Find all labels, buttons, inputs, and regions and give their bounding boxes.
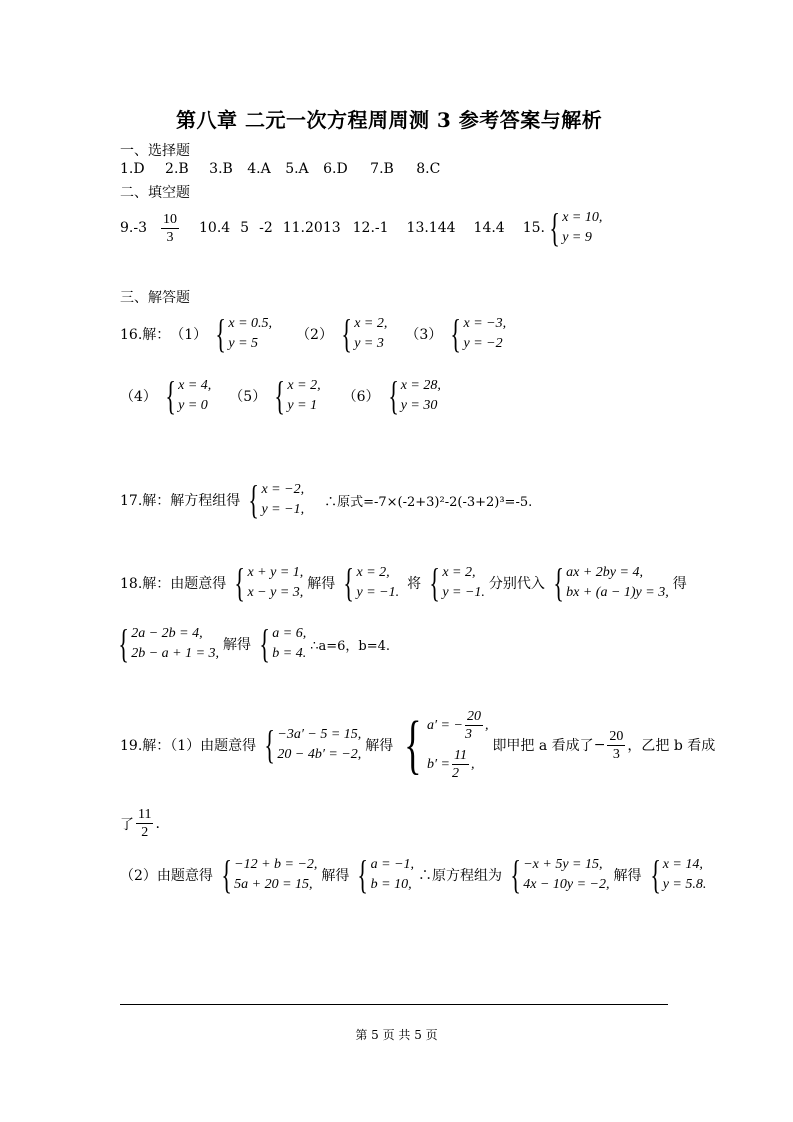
equation: y = 0 — [178, 398, 208, 413]
frac-num: 10 — [163, 211, 177, 227]
fraction — [465, 708, 483, 743]
part-tag: （4） — [120, 389, 157, 405]
equation: x − y = 3, — [247, 585, 304, 600]
section-fill-heading: 二、填空题 — [120, 185, 190, 201]
equation: y = −1. — [356, 585, 400, 600]
q18-text: 分别代入 — [488, 576, 545, 592]
q19-system-1 — [260, 722, 362, 767]
answer: 8.C — [416, 161, 441, 177]
brace-icon: { — [248, 477, 260, 522]
q18-system-5 — [114, 621, 220, 666]
q16-system-5 — [270, 373, 321, 418]
equation: −x + 5y = 15, — [523, 857, 603, 872]
choice-answers — [120, 161, 440, 177]
equation: 5a + 20 = 15, — [234, 877, 313, 892]
equation: 2b − a + 1 = 3, — [131, 646, 220, 661]
q16-system-6 — [384, 373, 441, 418]
q17-result: ∴原式=-7×(-2+3)²-2(-3+2)³=-5. — [324, 494, 533, 510]
q18-text: 得 — [672, 576, 687, 592]
frac-den: 2 — [451, 766, 459, 781]
q18-label: 18.解：由题意得 — [120, 576, 227, 592]
brace-icon: { — [274, 373, 286, 418]
eq-prefix: a′ = − — [426, 717, 463, 733]
equation: 20 − 4b′ = −2, — [277, 747, 362, 762]
eq-prefix: b′ = — [426, 756, 450, 772]
brace-icon: { — [404, 708, 422, 781]
brace-icon: { — [234, 560, 246, 605]
frac-num: 20 — [466, 709, 481, 724]
equation: b = 4. — [272, 646, 307, 661]
fraction — [136, 806, 153, 841]
equation: y = 30 — [400, 398, 438, 413]
frac-den: 3 — [166, 229, 174, 245]
q18-text: 解得 — [223, 637, 252, 653]
q18-system-6 — [255, 621, 307, 666]
equation: x = 0.5, — [228, 316, 273, 331]
brace-icon: { — [221, 852, 232, 897]
equation: 2a − 2b = 4, — [131, 626, 203, 641]
q16-system-4 — [161, 373, 212, 418]
equation: x = 2, — [356, 565, 390, 580]
brace-icon: { — [429, 560, 440, 605]
equation: y = 1 — [287, 398, 318, 413]
q19-system-2 — [397, 708, 488, 782]
part-tag: （6） — [342, 389, 380, 405]
equation: y = 5 — [228, 336, 259, 351]
equation: x = −3, — [463, 316, 507, 331]
equation: ax + 2by = 4, — [566, 565, 643, 580]
equation: y = −1, — [261, 502, 305, 517]
equation: y = 9 — [562, 230, 592, 245]
fill-item: 14.4 — [473, 220, 505, 236]
equation-b: b′ = $\frac{11}{2}$ , — [426, 748, 475, 781]
brace-icon: { — [118, 621, 129, 666]
brace-icon: { — [553, 560, 564, 605]
q19-text: ，乙把 b 看成 — [627, 738, 716, 754]
frac-den: 3 — [464, 727, 472, 742]
answer: 2.B — [165, 161, 189, 177]
equation-a: a′ = − $\frac{20}{3}$ , — [426, 709, 489, 742]
frac-num: 11 — [138, 807, 152, 822]
brace-icon: { — [357, 852, 369, 897]
q19-text: . — [155, 815, 160, 832]
q17-system — [244, 477, 305, 522]
fill-item: 12.-1 — [352, 220, 389, 236]
brace-icon: { — [264, 722, 276, 767]
footer-divider — [120, 1004, 668, 1005]
brace-icon: { — [510, 852, 521, 897]
equation: y = 5.8. — [662, 877, 707, 892]
q16-label: 16.解： — [120, 327, 171, 343]
brace-icon: { — [450, 311, 462, 356]
frac-den: 2 — [141, 825, 149, 840]
equation: x = −2, — [261, 482, 305, 497]
brace-icon: { — [215, 311, 227, 356]
q9-prefix: 9.-3 — [120, 220, 147, 236]
q19-text: 解得 — [321, 868, 350, 884]
answer: 4.A — [247, 161, 271, 177]
brace-icon: { — [341, 311, 352, 356]
q19-p2-system-3 — [506, 852, 610, 897]
q9-fraction — [161, 211, 179, 246]
equation: x = 28, — [400, 378, 441, 393]
q18-system-3 — [425, 560, 485, 605]
q15-system — [545, 205, 603, 250]
answer: 3.B — [209, 161, 233, 177]
answer: 7.B — [370, 161, 394, 177]
page-number: 第 5 页 共 5 页 — [355, 1028, 438, 1042]
q16-system-3 — [446, 311, 507, 356]
equation: x = 4, — [178, 378, 212, 393]
q18-text: 将 — [407, 576, 422, 592]
q19-label: 19.解：（1）由题意得 — [120, 738, 257, 754]
q18-text: 解得 — [307, 576, 336, 592]
brace-icon: { — [165, 373, 176, 418]
answer: 1.D — [120, 161, 145, 177]
page-title: 第八章 二元一次方程周周测 3 参考答案与解析 — [176, 108, 603, 132]
equation: y = −2 — [463, 336, 503, 351]
part-tag: （2） — [296, 327, 333, 343]
frac-den: 3 — [612, 746, 620, 762]
q19-row1-cont — [120, 806, 160, 841]
q19-text: 解得 — [365, 738, 394, 754]
equation: a = −1, — [370, 857, 415, 872]
equation: x = 10, — [562, 210, 603, 225]
q18-system-2 — [339, 560, 400, 605]
part-tag: （5） — [229, 389, 267, 405]
q18-row1 — [120, 560, 687, 605]
part-tag: （1） — [170, 327, 208, 343]
equation: y = 3 — [354, 336, 384, 351]
answer: 5.A — [285, 161, 309, 177]
frac-num: 20 — [609, 728, 624, 744]
q17 — [120, 477, 533, 522]
equation: a = 6, — [272, 626, 307, 641]
brace-icon: { — [649, 852, 661, 897]
section-choice-heading: 一、选择题 — [120, 143, 190, 159]
equation: bx + (a − 1)y = 3, — [566, 585, 669, 600]
equation: −12 + b = −2, — [234, 857, 318, 872]
q19-row1 — [120, 708, 715, 782]
q16-row2 — [120, 373, 445, 418]
fraction — [607, 728, 625, 763]
equation: x = 14, — [662, 857, 703, 872]
fill-item: 10.4 — [199, 220, 231, 236]
q19-text: 即甲把 a 看成了 — [492, 738, 594, 754]
equation: x + y = 1, — [247, 565, 304, 580]
equation: −3a′ − 5 = 15, — [277, 727, 362, 742]
q19-text: ∴原方程组为 — [418, 868, 503, 884]
q19-row2 — [120, 852, 710, 897]
equation: 4x − 10y = −2, — [523, 877, 610, 892]
brace-icon: { — [387, 373, 399, 418]
q19-text: 解得 — [613, 868, 642, 884]
q16-system-1 — [211, 311, 273, 356]
frac-num: 11 — [453, 748, 467, 763]
q19-p2-system-1 — [217, 852, 318, 897]
fraction — [452, 747, 469, 782]
q19-neg: − — [593, 737, 606, 753]
q18-system-4 — [549, 560, 669, 605]
equation: b = 10, — [370, 877, 412, 892]
section-solve-heading: 三、解答题 — [120, 290, 190, 306]
fill-item: 11.2013 — [282, 220, 341, 236]
q18-system-1 — [230, 560, 304, 605]
q18-result: ∴a=6，b=4. — [310, 638, 391, 654]
q16-system-2 — [337, 311, 388, 356]
equation: x = 2, — [442, 565, 476, 580]
fill-answers — [120, 205, 606, 250]
fill-item: -2 — [259, 220, 273, 236]
q16-row1 — [120, 311, 510, 356]
q15-label: 15. — [522, 220, 545, 236]
equation: y = −1. — [442, 585, 485, 600]
answer: 6.D — [323, 161, 348, 177]
q19-text: 了 — [120, 816, 134, 833]
q19-p2-system-2 — [353, 852, 415, 897]
fill-item: 13.144 — [406, 220, 456, 236]
q19-p2-label: （2）由题意得 — [120, 868, 213, 884]
brace-icon: { — [343, 560, 355, 605]
q17-label: 17.解：解方程组得 — [120, 493, 241, 509]
fill-item: 5 — [240, 220, 250, 236]
part-tag: （3） — [405, 327, 443, 343]
brace-icon: { — [259, 621, 270, 666]
brace-icon: { — [549, 205, 560, 250]
q19-p2-system-4 — [646, 852, 707, 897]
equation: x = 2, — [287, 378, 321, 393]
q18-row2 — [114, 621, 391, 666]
equation: x = 2, — [354, 316, 388, 331]
